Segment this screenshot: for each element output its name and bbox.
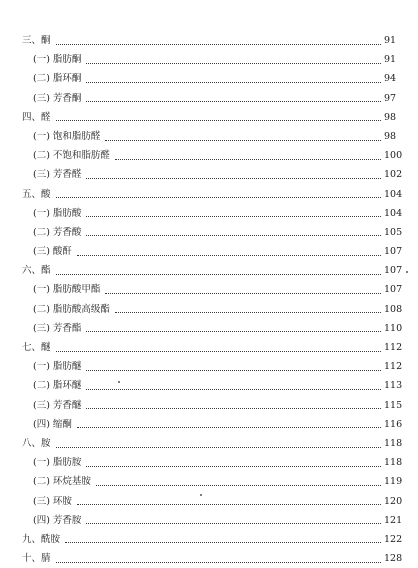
dot-leader [96, 484, 381, 486]
toc-entry-title: (三) 芳香酯 [33, 322, 82, 334]
toc-subsection-entry [0, 89, 418, 108]
toc-entry-title: 三、酮 [22, 35, 51, 46]
toc-entry-title: (一) 脂肪酸 [33, 207, 82, 219]
toc-page-number: 118 [384, 457, 403, 469]
toc-page-number: 105 [384, 226, 403, 238]
toc-page-number: 122 [384, 533, 403, 545]
dot-leader [86, 388, 381, 390]
toc-entry-title: 八、胺 [22, 437, 51, 449]
toc-subsection-entry [0, 69, 418, 88]
toc-subsection-entry [0, 472, 418, 491]
toc-page-number: 112 [384, 342, 403, 353]
toc-entry-title: (二) 脂环酮 [33, 73, 82, 85]
toc-page-number: 112 [384, 361, 403, 373]
toc-subsection-entry [0, 165, 418, 184]
toc-subsection-entry [0, 511, 418, 530]
dot-leader [115, 158, 381, 160]
dot-leader [86, 100, 381, 102]
dot-leader [86, 369, 381, 371]
toc-entry-title: (二) 脂肪酸高级酯 [33, 303, 110, 315]
dot-leader [65, 541, 381, 543]
toc-entry-title: (四) 芳香胺 [33, 514, 82, 526]
toc-entry-title: (三) 芳香醚 [33, 399, 82, 411]
toc-entry-title: (三) 环胺 [33, 495, 72, 507]
dot-leader [86, 330, 381, 332]
toc-subsection-entry [0, 492, 418, 511]
toc-page-number: 119 [384, 476, 403, 488]
toc-entry-title: (三) 酸酐 [33, 246, 72, 258]
table-of-contents [0, 31, 418, 568]
toc-section-entry [0, 31, 418, 50]
toc-page-number: 120 [384, 495, 403, 507]
dot-leader [105, 292, 381, 294]
dot-leader [77, 254, 381, 256]
dot-leader [86, 81, 381, 83]
toc-entry-title: (一) 脂肪醚 [33, 361, 82, 373]
dot-leader [115, 311, 381, 313]
toc-section-entry [0, 185, 418, 204]
toc-page-number: 110 [384, 322, 403, 334]
toc-page-number: 94 [384, 73, 397, 85]
toc-subsection-entry [0, 50, 418, 69]
toc-section-entry [0, 530, 418, 549]
toc-subsection-entry [0, 396, 418, 415]
toc-entry-title: (一) 脂肪酮 [33, 54, 82, 66]
toc-entry-title: (一) 脂肪酸甲酯 [33, 284, 101, 296]
dot-leader [56, 273, 381, 275]
toc-entry-title: (二) 环烷基胺 [33, 476, 91, 488]
dot-leader [86, 234, 381, 236]
toc-subsection-entry [0, 204, 418, 223]
dot-leader [86, 465, 381, 467]
toc-entry-title: (三) 芳香酮 [33, 92, 82, 104]
toc-page-number: 107 [384, 265, 403, 277]
dot-leader [86, 215, 381, 217]
toc-page-number: 91 [384, 54, 397, 66]
toc-page-number: 104 [384, 188, 403, 200]
toc-section-entry [0, 261, 418, 280]
toc-page-number: 115 [384, 399, 403, 411]
toc-page-number: 98 [384, 111, 397, 123]
toc-subsection-entry [0, 300, 418, 319]
toc-entry-title: 五、酸 [22, 188, 51, 200]
toc-page-number: 107 [384, 246, 403, 258]
toc-page-number: 108 [384, 303, 403, 315]
toc-subsection-entry [0, 453, 418, 472]
toc-subsection-entry [0, 415, 418, 434]
dot-leader [86, 62, 381, 64]
toc-page-number: 107 [384, 284, 403, 296]
toc-section-entry [0, 338, 418, 357]
toc-subsection-entry [0, 376, 418, 395]
toc-page-number: 100 [384, 150, 403, 162]
dot-leader [56, 561, 381, 563]
toc-subsection-entry [0, 146, 418, 165]
toc-page-number: 102 [384, 169, 403, 181]
dot-leader [56, 350, 381, 352]
dot-leader [86, 522, 381, 524]
toc-entry-title: 七、醚 [22, 342, 51, 353]
toc-entry-title: 十、腈 [22, 553, 51, 565]
toc-page-number: 97 [384, 92, 397, 104]
dot-leader [56, 196, 381, 198]
toc-entry-title: (四) 缩酮 [33, 418, 72, 430]
toc-entry-title: (一) 脂肪胺 [33, 457, 82, 469]
dot-leader [56, 119, 381, 121]
dot-leader [56, 446, 381, 448]
toc-page-number: 91 [384, 35, 397, 46]
dot-leader [86, 177, 381, 179]
toc-page-number: 113 [384, 380, 403, 392]
toc-page-number: 121 [384, 514, 403, 526]
scan-speck [200, 494, 202, 496]
toc-subsection-entry [0, 242, 418, 261]
toc-section-entry [0, 549, 418, 568]
dot-leader [86, 407, 381, 409]
toc-subsection-entry [0, 127, 418, 146]
toc-section-entry [0, 108, 418, 127]
toc-page-number: 104 [384, 207, 403, 219]
toc-page-number: 98 [384, 130, 397, 142]
toc-subsection-entry [0, 223, 418, 242]
toc-page-number: 116 [384, 418, 403, 430]
dot-leader [56, 43, 381, 45]
scan-speck [118, 381, 120, 383]
toc-entry-title: (二) 芳香酸 [33, 226, 82, 238]
toc-section-entry [0, 434, 418, 453]
toc-subsection-entry [0, 357, 418, 376]
toc-entry-title: (二) 不饱和脂肪醛 [33, 150, 110, 162]
toc-entry-title: 四、醛 [22, 111, 51, 123]
dot-leader [77, 503, 381, 505]
toc-subsection-entry [0, 319, 418, 338]
dot-leader [77, 426, 381, 428]
toc-entry-title: 六、酯 [22, 265, 51, 277]
toc-entry-title: 九、酰胺 [22, 533, 61, 545]
toc-page-number: 128 [384, 553, 403, 565]
toc-entry-title: (一) 饱和脂肪醛 [33, 130, 101, 142]
toc-entry-title: (二) 脂环醚 [33, 380, 82, 392]
toc-page-number: 118 [384, 437, 403, 449]
scan-speck [406, 271, 408, 273]
toc-subsection-entry [0, 280, 418, 299]
dot-leader [105, 139, 381, 141]
toc-entry-title: (三) 芳香醛 [33, 169, 82, 181]
